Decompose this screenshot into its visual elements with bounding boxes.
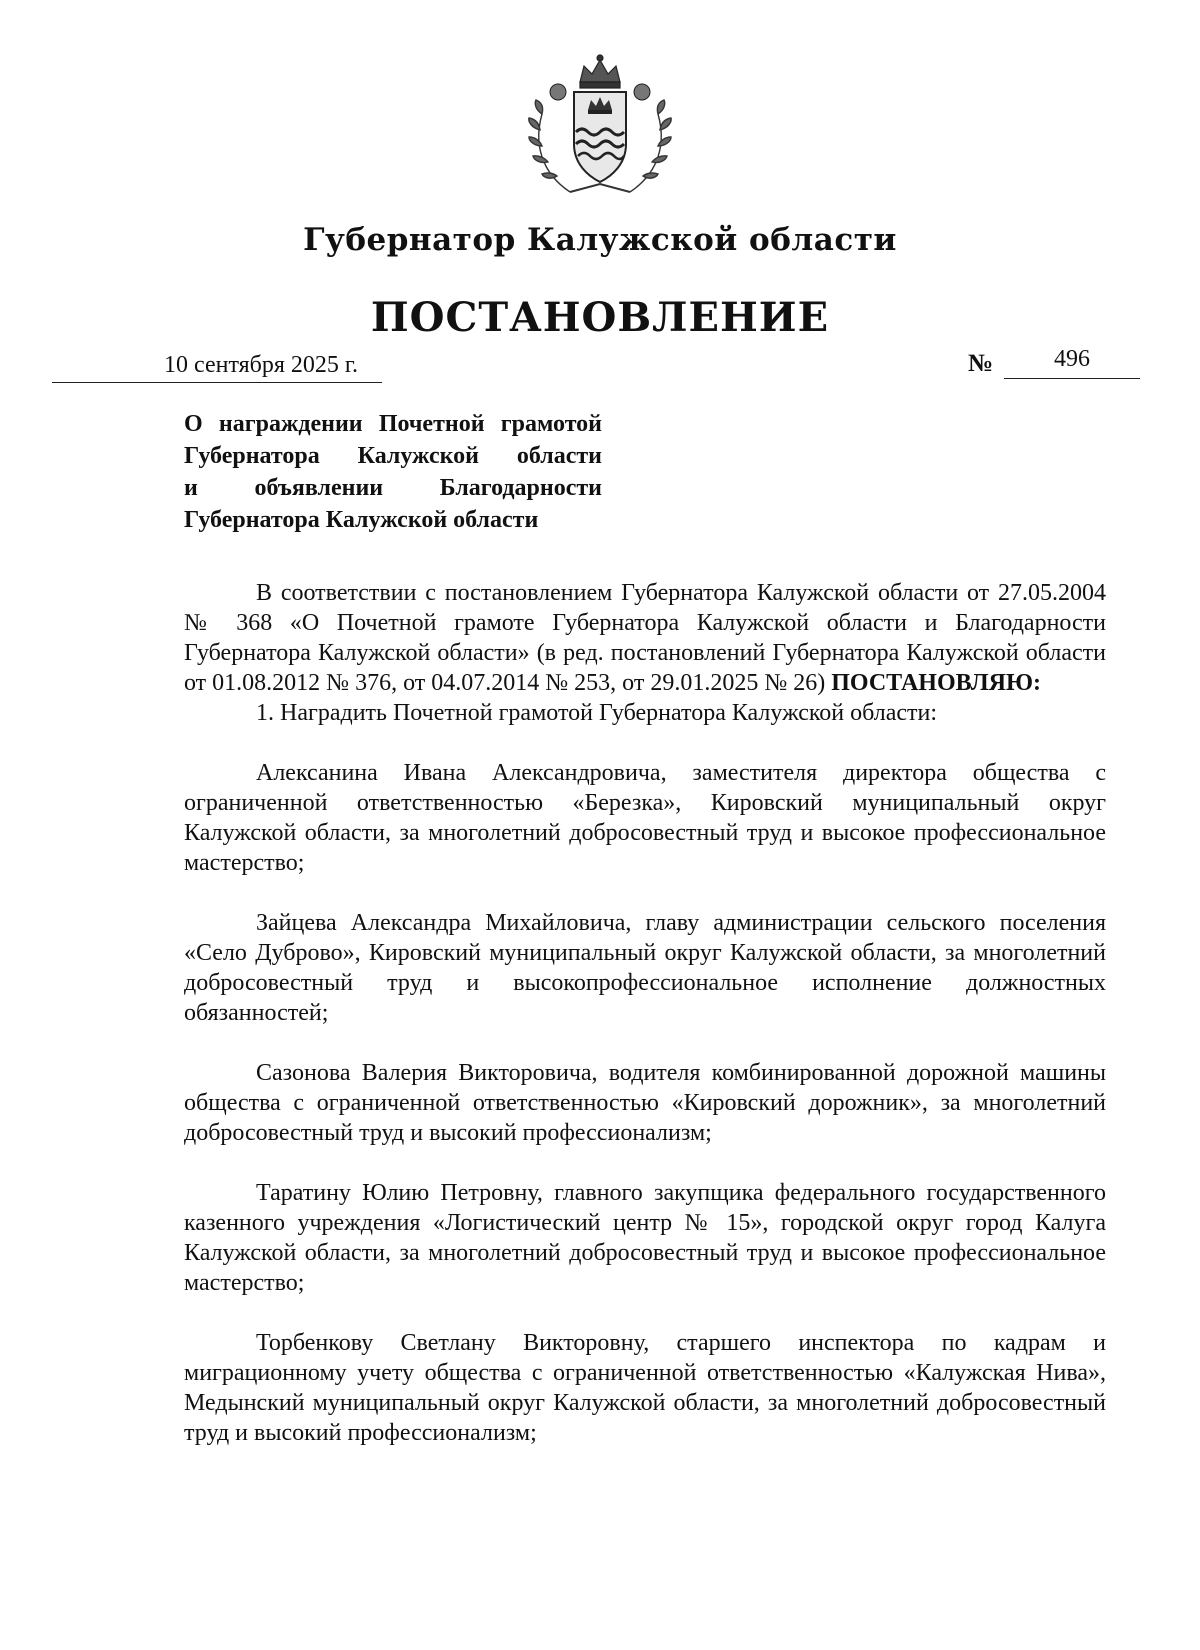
subject-line: О награждении Почетной грамотой <box>184 411 602 437</box>
awardee-paragraph: Сазонова Валерия Викторовича, водителя комбинированной дорожной машины общества с ограниченной ответственностью «Кировский дорожник», за многолетний добросовестный труд и высокий профессионализм; <box>184 1060 1106 1146</box>
subject-line: Губернатора Калужской области <box>184 507 539 533</box>
document-date: 10 сентября 2025 г. <box>164 352 359 378</box>
issuing-authority: Губернатор Калужской области <box>303 222 897 258</box>
document-number-field <box>968 346 1143 380</box>
subject-line: Губернатора Калужской области <box>184 443 602 469</box>
document-type-title: ПОСТАНОВЛЕНИЕ <box>370 294 830 341</box>
decree-word: ПОСТАНОВЛЯЮ: <box>831 670 1041 696</box>
subject-line: и объявлении Благодарности <box>184 475 602 501</box>
awardee-paragraph: Алексанина Ивана Александровича, заместителя директора общества с ограниченной ответственностью «Березка», Кировский муниципальный округ Калужской области, за многолетний добросовестный труд и высокое профессиональное мастерство; <box>184 760 1106 876</box>
preamble-paragraph <box>184 578 1106 698</box>
coat-of-arms-emblem <box>520 52 680 202</box>
awardee-paragraph: Торбенкову Светлану Викторовну, старшего инспектора по кадрам и миграционному учету общества с ограниченной ответственностью «Калужская Нива», Медынский муниципальный округ Калужской области, за многолетний добросовестный труд и высокий профессионализм; <box>184 1330 1106 1446</box>
clause-1: 1. Наградить Почетной грамотой Губернатора Калужской области: <box>256 700 938 726</box>
document-subject <box>184 408 602 536</box>
awardee-paragraph: Зайцева Александра Михайловича, главу администрации сельского поселения «Село Дуброво», Кировский муниципальный округ Калужской области, за многолетний добросовестный труд и высокопрофессиональное исполнение должностных обязанностей; <box>184 910 1106 1026</box>
preamble-text: В соответствии с постановлением Губернатора Калужской области от 27.05.2004 № 368 «О Почетной грамоте Губернатора Калужской области и Благодарности Губернатора Калужской области» (в ред. постановлений Губернатора Калужской области от 01.08.2012 № 376, от 04.07.2014 № 253, от 29.01.2025 № 26) <box>184 580 1106 696</box>
document-body <box>184 578 1106 1448</box>
document-number: 496 <box>1004 346 1140 379</box>
number-sign: № <box>968 350 994 377</box>
awardee-paragraph: Таратину Юлию Петровну, главного закупщика федерального государственного казенного учреждения «Логистический центр № 15», городской округ город Калуга Калужской области, за многолетний добросовестный труд и высокое профессиональное мастерство; <box>184 1180 1106 1296</box>
date-field <box>52 352 382 383</box>
